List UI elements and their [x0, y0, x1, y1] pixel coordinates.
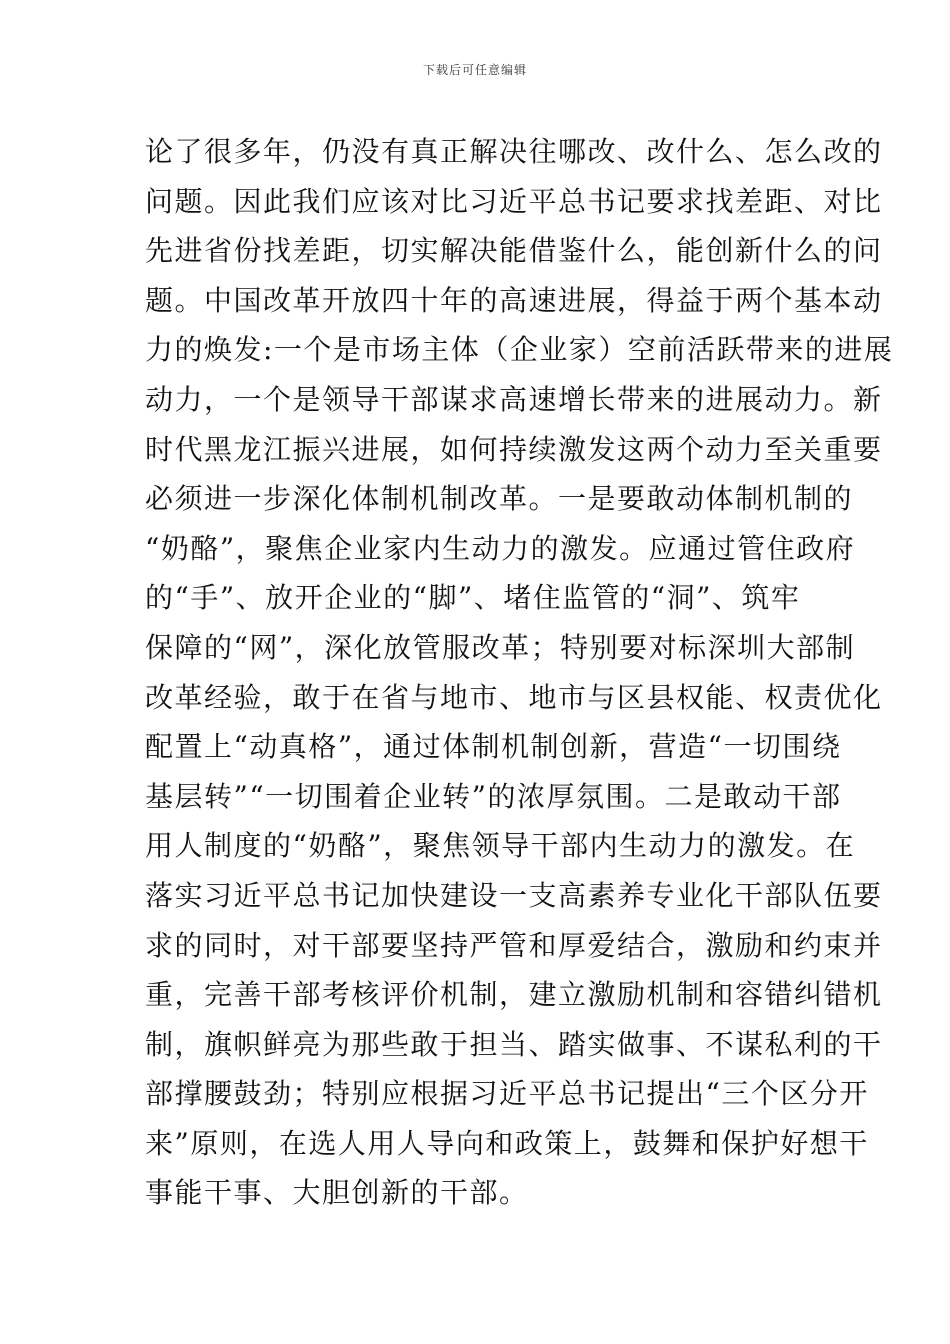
text-line: 基层转”“一切围着企业转”的浓厚氛围。二是敢动干部: [145, 779, 842, 813]
text-line: 的“手”、放开企业的“脚”、堵住监管的“洞”、筑牢: [145, 581, 801, 615]
text-line: 保障的“网”，深化放管服改革；特别要对标深圳大部制: [145, 630, 856, 664]
body-paragraph: [145, 127, 894, 1218]
text-line: 用人制度的“奶酪”，聚焦领导干部内生动力的激发。在: [145, 829, 856, 863]
text-line: 时代黑龙江振兴进展，如何持续激发这两个动力至关重要: [145, 432, 883, 466]
text-line: 部撑腰鼓劲；特别应根据习近平总书记提出“三个区分开: [145, 1077, 869, 1111]
text-line: 问题。因此我们应该对比习近平总书记要求找差距、对比: [145, 184, 883, 218]
text-line: 制，旗帜鲜亮为那些敢于担当、踏实做事、不谋私利的干: [145, 1027, 883, 1061]
text-line: 来”原则，在选人用人导向和政策上，鼓舞和保护好想干: [145, 1126, 869, 1160]
text-line: 重，完善干部考核评价机制，建立激励机制和容错纠错机: [145, 978, 883, 1012]
text-line: 必须进一步深化体制机制改革。一是要敢动体制机制的: [145, 482, 854, 516]
text-line: 先进省份找差距，切实解决能借鉴什么，能创新什么的问: [145, 234, 883, 268]
text-line: “奶酪”，聚焦企业家内生动力的激发。应通过管住政府: [145, 531, 856, 565]
text-line: 落实习近平总书记加快建设一支高素养专业化干部队伍要: [145, 878, 883, 912]
text-line: 论了很多年，仍没有真正解决往哪改、改什么、怎么改的: [145, 135, 883, 168]
text-line: 配置上“动真格”，通过体制机制创新，营造“一切围绕: [145, 730, 842, 764]
text-line: 事能干事、大胆创新的干部。: [145, 1176, 529, 1210]
header-note: 下载后可任意编辑: [422, 63, 527, 77]
text-line: 力的焕发:一个是市场主体（企业家）空前活跃带来的进展: [145, 333, 894, 367]
text-line: 动力，一个是领导干部谋求高速增长带来的进展动力。新: [145, 382, 883, 416]
text-line: 改革经验，敢于在省与地市、地市与区县权能、权责优化: [145, 680, 883, 714]
text-line: 题。中国改革开放四十年的高速进展，得益于两个基本动: [145, 283, 883, 317]
text-line: 求的同时，对干部要坚持严管和厚爱结合，激励和约束并: [145, 928, 883, 962]
